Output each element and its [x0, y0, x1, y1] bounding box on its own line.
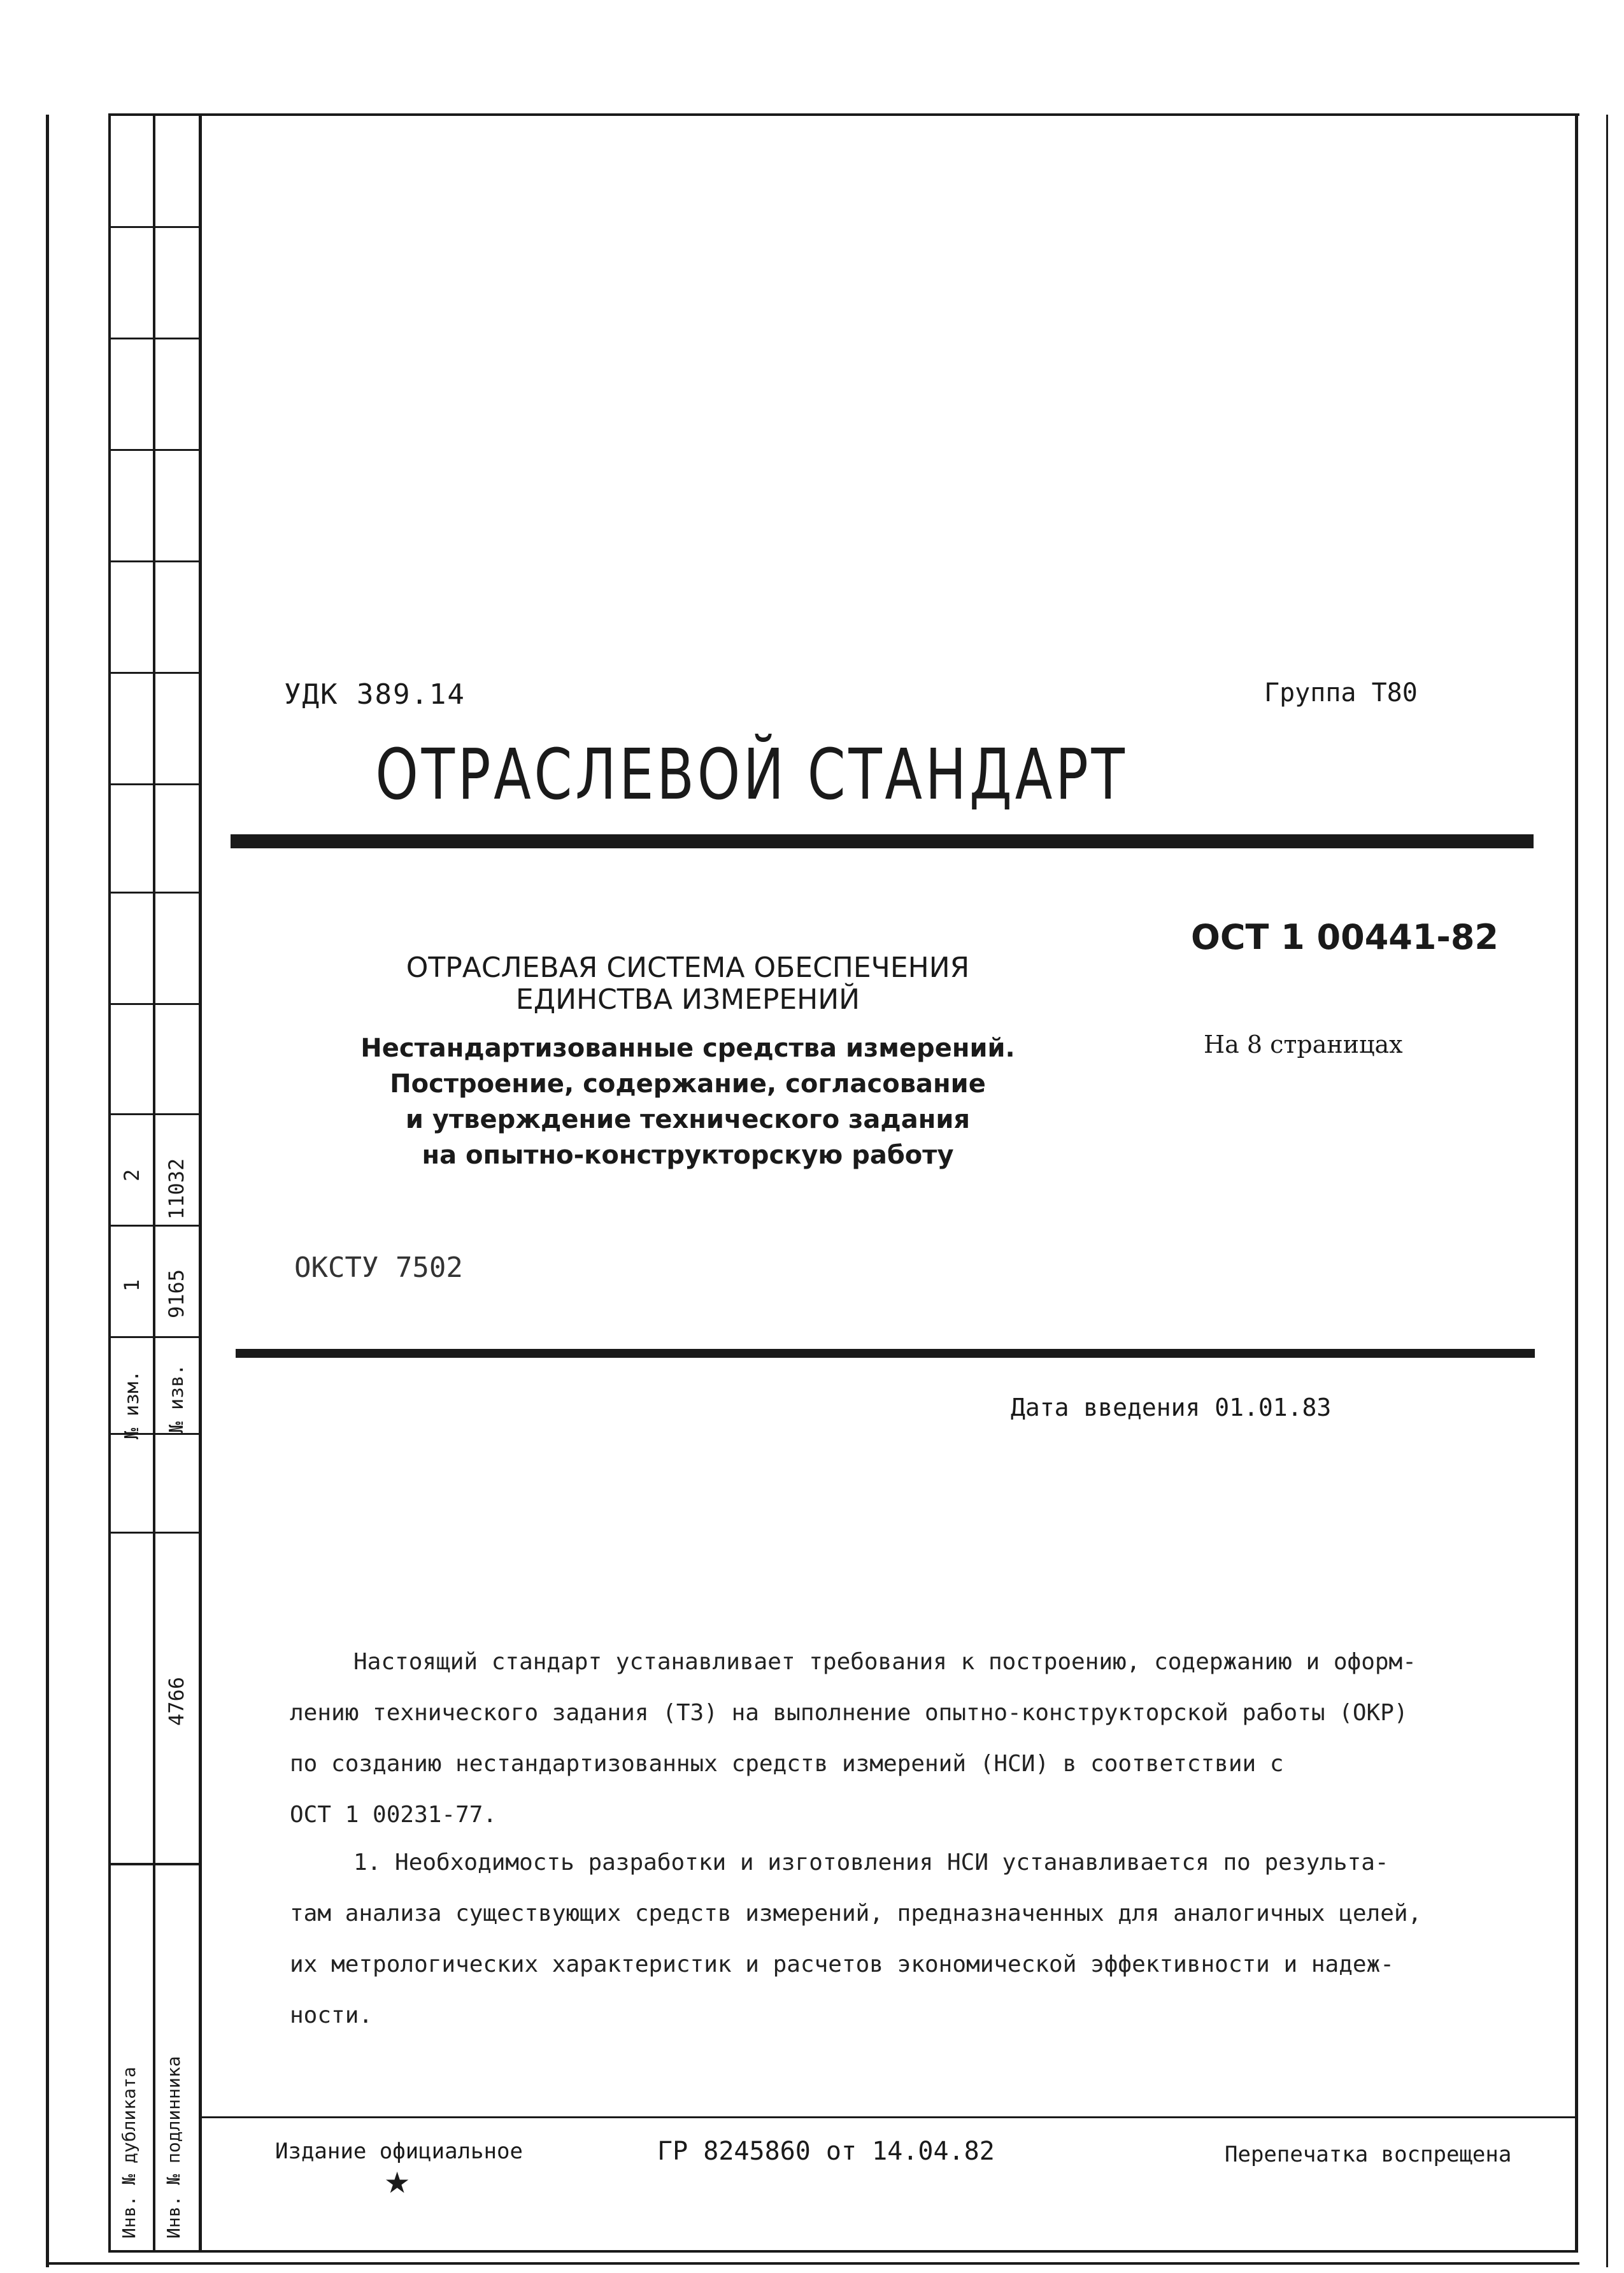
reprint-notice: Перепечатка воспрещена [1225, 2142, 1512, 2167]
registration-number: ГР 8245860 от 14.04.82 [657, 2137, 995, 2166]
margin-notice-1: 9165 [164, 1269, 189, 1318]
paragraph-line: 1. Необходимость разработки и изготовления НСИ устанавливается по результа- [353, 1849, 1389, 1876]
margin-cell-rule [108, 892, 201, 894]
frame-right [1575, 115, 1578, 2251]
footer-rule [199, 2116, 1578, 2118]
frame-inner-left [199, 115, 202, 2251]
margin-notice-label: № изв. [166, 1364, 188, 1433]
frame-top [108, 113, 1579, 116]
star-icon: ★ [384, 2165, 411, 2200]
paragraph-line: ности. [290, 2002, 373, 2028]
margin-cell-rule [108, 560, 201, 562]
frame-bottom [108, 2250, 1578, 2253]
paragraph-line: по созданию нестандартизованных средств измерений (НСИ) в соответствии с [290, 1751, 1284, 1777]
paragraph-line: Настоящий стандарт устанавливает требования к построению, содержанию и оформ- [353, 1649, 1416, 1675]
system-title-line: ЕДИНСТВА ИЗМЕРЕНИЙ [515, 983, 860, 1016]
margin-cell-rule [108, 1863, 201, 1865]
margin-cell-rule [108, 1003, 201, 1005]
margin-cell-rule [108, 1225, 201, 1227]
bottom-outer-rule [46, 2262, 1579, 2265]
frame-left [108, 115, 111, 2251]
introduction-date: Дата введения 01.01.83 [1011, 1393, 1332, 1422]
margin-dup-label: Инв. № дубликата [118, 2067, 139, 2239]
intro-paragraph [290, 1637, 1525, 1841]
paragraph-line: там анализа существующих средств измерений, предназначенных для аналогичных целей, [290, 1900, 1422, 1927]
paragraph-line: лению технического задания (ТЗ) на выполнение опытно-конструкторской работы (ОКР) [290, 1700, 1408, 1726]
margin-cell-rule [108, 1336, 201, 1338]
margin-orig-label: Инв. № подлинника [163, 2056, 184, 2239]
left-outer-rule [46, 115, 49, 2267]
page-title: ОТРАСЛЕВОЙ СТАНДАРТ [375, 734, 1128, 815]
subtitle-line: Нестандартизованные средства измерений. [360, 1034, 1015, 1063]
right-edge-rule [1606, 115, 1608, 2267]
system-title [318, 952, 1057, 1016]
document-subtitle [312, 1030, 1064, 1173]
margin-cell-rule [108, 672, 201, 674]
official-edition-label: Издание официальное [275, 2139, 523, 2164]
title-divider [231, 834, 1534, 848]
margin-inv-original: 4766 [164, 1676, 189, 1726]
paragraph-line: ОСТ 1 00231-77. [290, 1802, 497, 1828]
margin-cell-rule [108, 1113, 201, 1115]
margin-change-2: 2 [120, 1169, 144, 1181]
clause-1-paragraph [290, 1837, 1525, 2041]
subtitle-line: и утверждение технического задания [405, 1105, 971, 1134]
standard-code: ОСТ 1 00441-82 [1191, 917, 1499, 957]
section-divider [236, 1349, 1535, 1358]
page-count: На 8 страницах [1204, 1030, 1403, 1058]
margin-cell-rule [108, 1532, 201, 1534]
margin-cell-rule [108, 449, 201, 451]
margin-cell-rule [108, 226, 201, 228]
subtitle-line: на опытно-конструкторскую работу [422, 1141, 954, 1170]
margin-notice-2: 11032 [164, 1158, 189, 1220]
margin-change-1: 1 [120, 1279, 144, 1292]
subtitle-line: Построение, содержание, согласование [390, 1069, 986, 1099]
frame-col2 [153, 115, 155, 2251]
system-title-line: ОТРАСЛЕВАЯ СИСТЕМА ОБЕСПЕЧЕНИЯ [406, 951, 970, 984]
group-code: Группа Т80 [1264, 678, 1418, 708]
udk-code: УДК 389.14 [284, 678, 466, 711]
margin-change-label: № изм. [121, 1370, 143, 1439]
okstu-code: ОКСТУ 7502 [294, 1251, 463, 1284]
margin-cell-rule [108, 783, 201, 785]
margin-cell-rule [108, 338, 201, 339]
paragraph-line: их метрологических характеристик и расчетов экономической эффективности и надеж- [290, 1951, 1394, 1977]
